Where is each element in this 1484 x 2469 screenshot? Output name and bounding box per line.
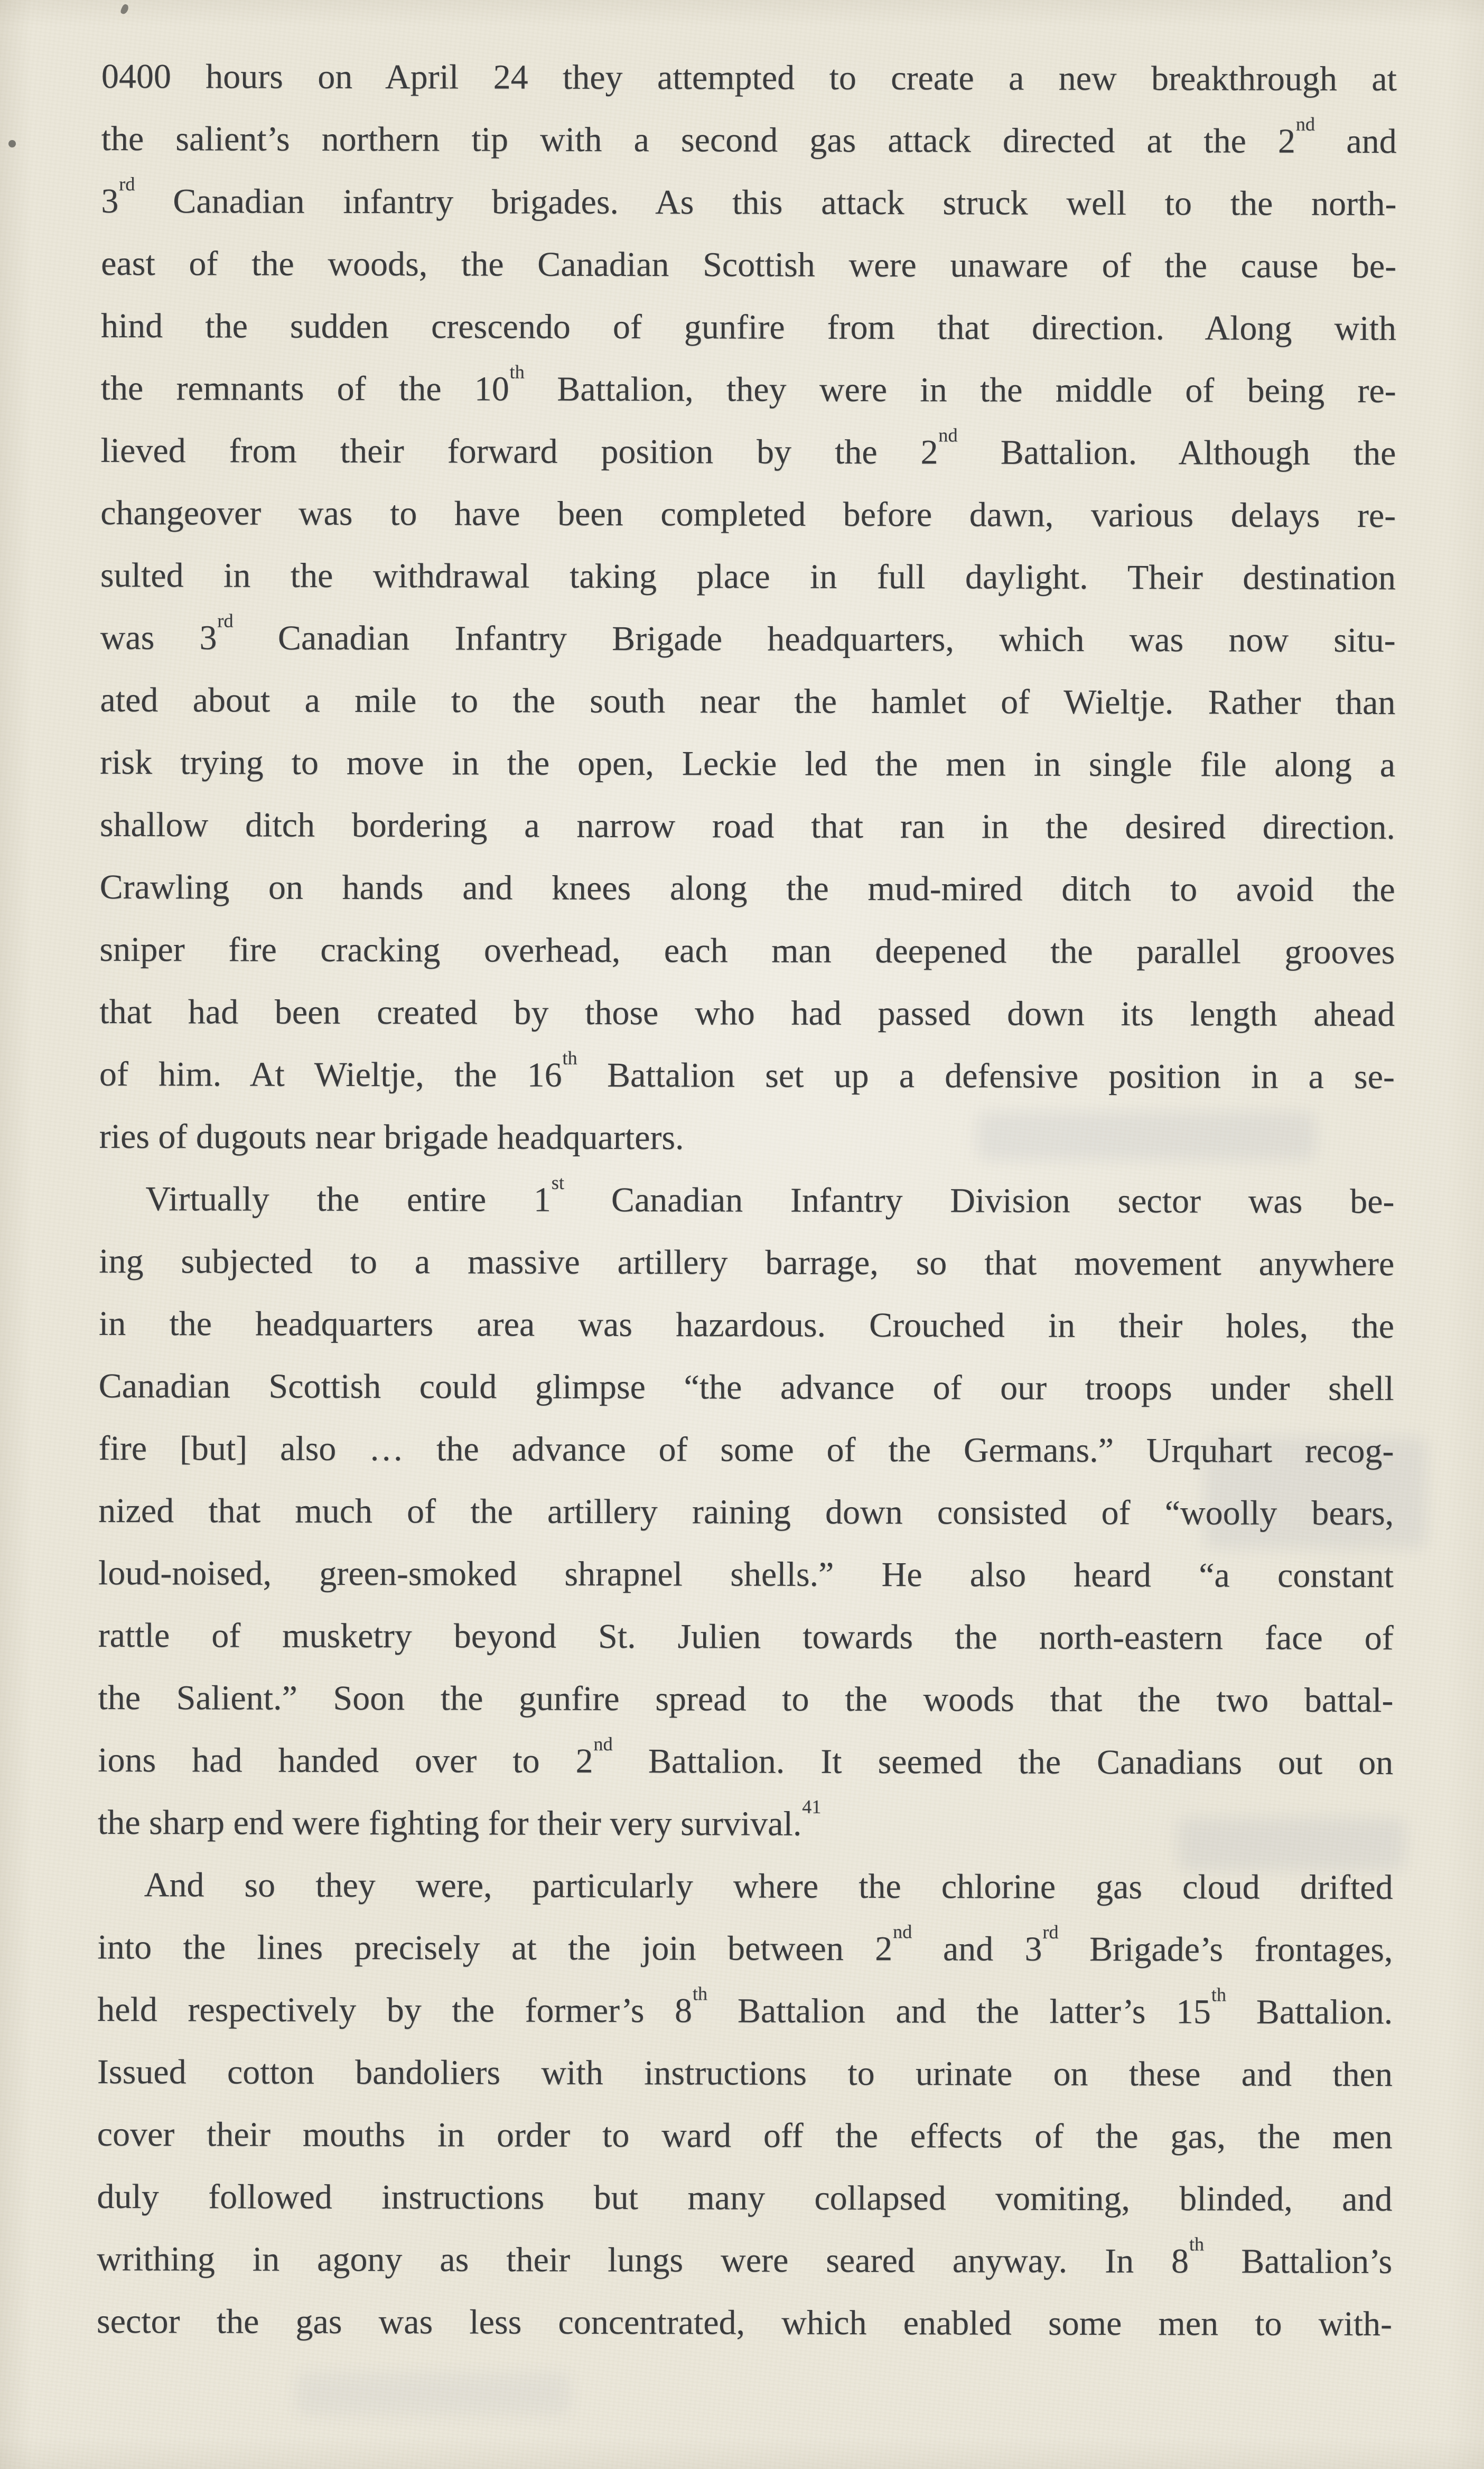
text-line: duly followed instructions but many collapsed vomiting, blinded, and [97, 2177, 1393, 2219]
text-line: Canadian Scottish could glimpse “the advance of our troops under shell [98, 1366, 1394, 1408]
text-line: the salient’s northern tip with a second gas attack directed at the 2nd and [101, 113, 1397, 161]
text-line: hind the sudden crescendo of gunfire from that direction. Along with [100, 306, 1396, 348]
text-line: Issued cotton bandoliers with instructions to urinate on these and then [97, 2052, 1393, 2094]
superscript: rd [217, 610, 234, 632]
text-line: lieved from their forward position by the 2nd Battalion. Although the [100, 424, 1396, 473]
text-line: writhing in agony as their lungs were seared anyway. In 8th Battalion’s [97, 2233, 1393, 2281]
page-text [97, 45, 1397, 2355]
paper-speck [8, 140, 16, 147]
superscript: th [1189, 2233, 1205, 2255]
text-line: rattle of musketry beyond St. Julien towards the north-eastern face of [98, 1616, 1394, 1658]
text-line: cover their mouths in order to ward off the effects of the gas, the men [97, 2114, 1393, 2157]
text-line: sulted in the withdrawal taking place in full daylight. Their destination [100, 555, 1396, 598]
text-line: ions had handed over to 2nd Battalion. It seemed the Canadians out on [98, 1733, 1394, 1783]
superscript: th [692, 1983, 708, 2004]
superscript: rd [119, 173, 135, 195]
superscript: rd [1042, 1921, 1059, 1943]
text-line: the remnants of the 10th Battalion, they were in the middle of being re- [100, 361, 1396, 411]
text-line: the sharp end were fighting for their very survival.$^{41}$ [97, 1796, 822, 1843]
superscript: st [551, 1172, 564, 1193]
text-line: east of the woods, the Canadian Scottish were unaware of the cause be- [101, 244, 1397, 286]
text-line: Virtually the entire 1st Canadian Infantry Division sector was be- [145, 1172, 1395, 1221]
text-line: ing subjected to a massive artillery barrage, so that movement anywhere [99, 1241, 1395, 1284]
text-line: loud-noised, green-smoked shrapnel shells.” He also heard “a constant [98, 1553, 1394, 1595]
text-line: sector the gas was less concentrated, which enabled some men to with- [96, 2301, 1393, 2344]
text-line: nized that much of the artillery raining down consisted of “woolly bears, [98, 1491, 1394, 1533]
text-line: 0400 hours on April 24 they attempted to create a new breakthrough at [101, 57, 1397, 99]
superscript: nd [593, 1733, 613, 1755]
text-line: held respectively by the former’s 8th Battalion and the latter’s 15th Battalion. [97, 1983, 1393, 2032]
paragraph [98, 1168, 1395, 1857]
text-line: And so they were, particularly where the chlorine gas cloud drifted [144, 1865, 1393, 1907]
text-line: Crawling on hands and knees along the mud-mired ditch to avoid the [99, 867, 1395, 909]
superscript: nd [938, 424, 958, 446]
show-through-ghost [296, 2373, 571, 2415]
paper-speck [120, 3, 130, 15]
superscript: th [509, 361, 525, 383]
text-line: sniper fire cracking overhead, each man deepened the parallel grooves [99, 930, 1395, 972]
text-line: in the headquarters area was hazardous. Crouched in their holes, the [98, 1304, 1395, 1346]
superscript: 41 [802, 1796, 822, 1817]
text-line: ated about a mile to the south near the hamlet of Wieltje. Rather than [100, 680, 1396, 722]
text-line: shallow ditch bordering a narrow road that ran in the desired direction. [99, 805, 1395, 847]
text-line: the Salient.” Soon the gunfire spread to the woods that the two battal- [98, 1678, 1394, 1720]
text-line: fire [but] also … the advance of some of the Germans.” Urquhart recog- [98, 1428, 1394, 1471]
text-line: of him. At Wieltje, the 16th Battalion set up a defensive position in a se- [99, 1047, 1395, 1097]
text-line: 3rd Canadian infantry brigades. As this attack struck well to the north- [101, 173, 1397, 224]
text-line: changeover was to have been completed before dawn, various delays re- [100, 493, 1396, 535]
paragraph [97, 1854, 1393, 2355]
superscript: th [562, 1047, 577, 1069]
superscript: th [1211, 1984, 1227, 2006]
paragraph [99, 45, 1397, 1171]
text-line: ries of dugouts near brigade headquarters. [99, 1117, 684, 1157]
text-line: into the lines precisely at the join between 2nd and 3rd Brigade’s frontages, [97, 1921, 1393, 1970]
text-line: was 3rd Canadian Infantry Brigade headquarters, which was now situ- [100, 610, 1396, 660]
text-line: risk trying to move in the open, Leckie led the men in single file along a [100, 742, 1396, 785]
superscript: nd [892, 1921, 912, 1943]
text-line: that had been created by those who had passed down its length ahead [99, 992, 1395, 1034]
superscript: nd [1295, 113, 1315, 135]
